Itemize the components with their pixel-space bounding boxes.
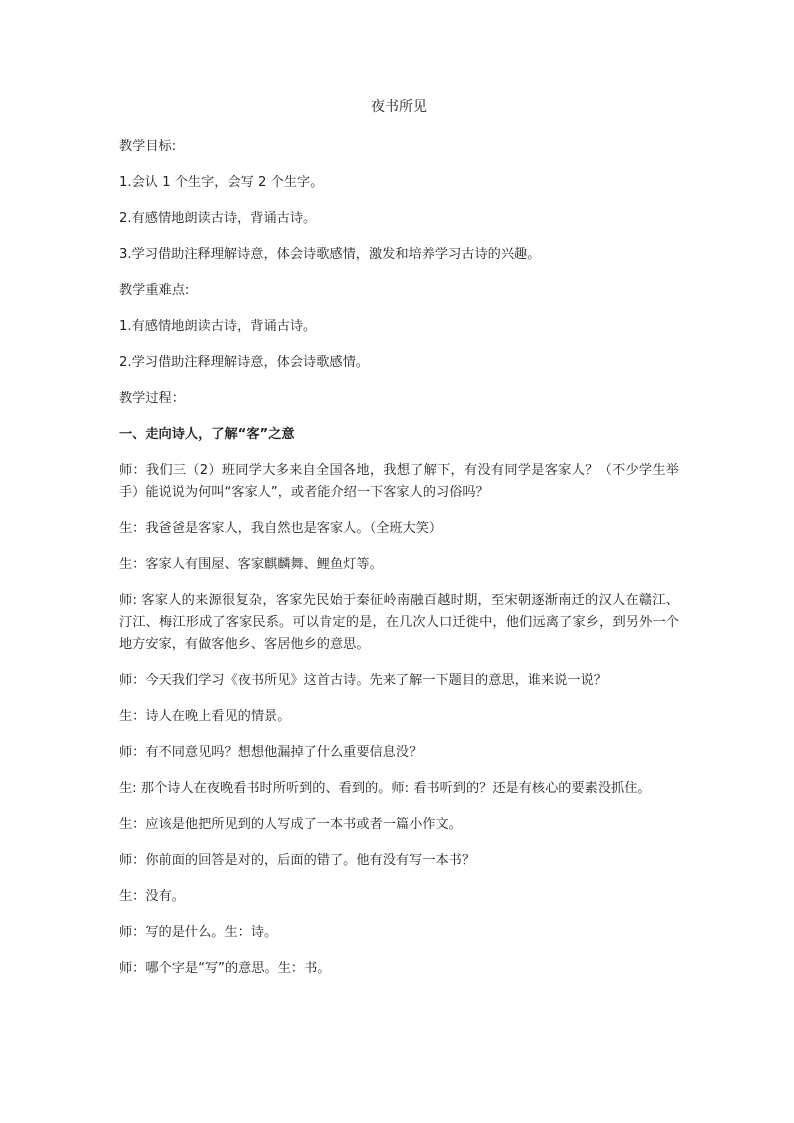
goal-item-2: 2.有感情地朗读古诗，背诵古诗。 [119, 211, 317, 226]
document-title: 夜书所见 [371, 99, 427, 115]
heading-teaching-process: 教学过程： [119, 391, 185, 406]
dialogue-line: 师：我们三（2）班同学大多来自全国各地，我想了解下，有没有同学是客家人？（不少学生举手）能说说为何叫“客家人”，或者能介绍一下客家人的习俗吗？ [119, 463, 679, 500]
dialogue-line: 生：诗人在晚上看见的情景。 [119, 709, 291, 724]
heading-teaching-goals: 教学目标: [119, 139, 177, 154]
dialogue-line: 生：没有。 [119, 889, 185, 904]
dialogue-line: 师：写的是什么。生：诗。 [119, 925, 278, 940]
document-page [119, 96, 679, 994]
key-point-1: 1.有感情地朗读古诗，背诵古诗。 [119, 319, 317, 334]
dialogue-line: 生：客家人有围屋、客家麒麟舞、鲤鱼灯等。 [119, 557, 383, 572]
key-point-2: 2.学习借助注释理解诗意，体会诗歌感情。 [119, 355, 369, 370]
dialogue-line: 生：应该是他把所见到的人写成了一本书或者一篇小作文。 [119, 817, 462, 832]
dialogue-line: 师: 客家人的来源很复杂，客家先民始于秦征岭南融百越时期，至宋朝逐渐南迁的汉人在赣江、汀江、梅江形成了客家民系。可以肯定的是，在几次人口迁徙中，他们远离了家乡，到另外一个地方安家，有做客他乡、客居他乡的意思。 [119, 593, 679, 652]
heading-key-points: 教学重难点: [119, 283, 190, 298]
goal-item-1: 1.会认 1 个生字，会写 2 个生字。 [119, 175, 324, 190]
dialogue-line: 师：今天我们学习《夜书所见》这首古诗。先来了解一下题目的意思，谁来说一说？ [119, 673, 607, 688]
section-heading-1: 一、走向诗人，了解“客”之意 [119, 427, 295, 442]
dialogue-line: 生: 那个诗人在夜晚看书时所听到的、看到的。师: 看书听到的？还是有核心的要素没抓住。 [119, 781, 651, 796]
dialogue-line: 师：你前面的回答是对的，后面的错了。他有没有写一本书？ [119, 853, 476, 868]
dialogue-line: 师：哪个字是“写”的意思。生：书。 [119, 961, 331, 976]
dialogue-line: 师：有不同意见吗？想想他漏掉了什么重要信息没？ [119, 745, 423, 760]
dialogue-line: 生：我爸爸是客家人，我自然也是客家人。（全班大笑） [119, 521, 443, 536]
goal-item-3: 3.学习借助注释理解诗意，体会诗歌感情，激发和培养学习古诗的兴趣。 [119, 247, 541, 262]
